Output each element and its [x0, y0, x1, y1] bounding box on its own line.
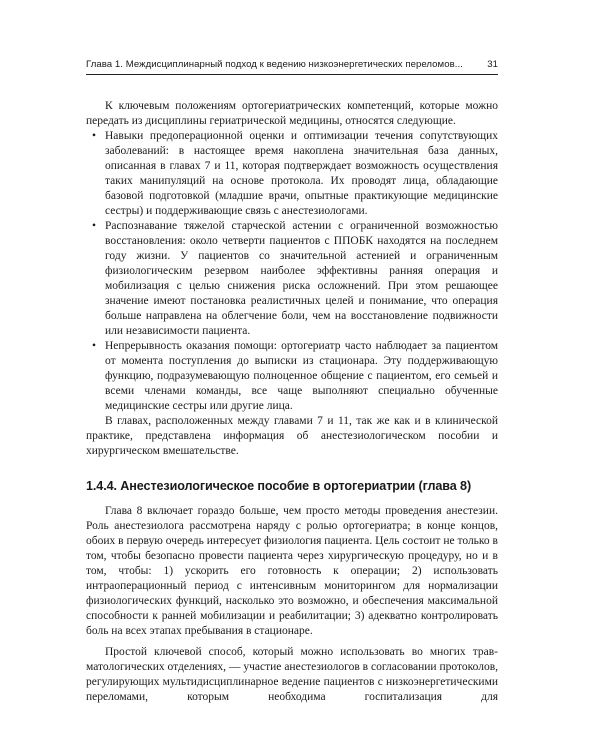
list-item-text: Непрерывность оказания помощи: ортогериатр часто наблюдает за пациентом от момента поступления до выписки из стационара. Эту поддерживающую функцию, подразумевающую полноценное общение с пациентом, его семьей и всеми членами команды, все чаще выполняют специально обученные медицинские сестры или другие лица.: [105, 340, 498, 412]
competency-list: [86, 129, 498, 414]
running-head: [86, 58, 498, 75]
book-page: [86, 58, 498, 705]
bullet-marker: •: [92, 340, 97, 352]
page-number: 31: [487, 59, 498, 70]
main-text: [86, 99, 498, 705]
list-item-text: Распознавание тяжелой старческой астении с ограниченной возможностью восстановления: около четверти пациентов с ППОБК находятся на последнем году жизни. У пациентов со значительной астенией и ограниченным физиологическим резервом наиболее эффективны ранняя операция и мобилизация с целью снижения риска осложнений. При этом решающее значение имеют постановка реалистичных целей и понимание, что операция больше направлена на облегчение боли, чем на восстановление подвижности или независимости пациента.: [105, 220, 498, 337]
section-paragraph-2: Простой ключевой способ, который можно использовать во многих травматологических отделениях, — участие анестезиологов в согласовании протоколов, регулирующих мультидисциплинарное ведение пациентов с низкоэнергетическими переломами, которым необходима госпитализация для: [86, 646, 498, 703]
list-item: [86, 129, 498, 219]
closing-paragraph: В главах, расположенных между главами 7 и 11, так же как и в клинической практике, представлена информация об анестезиологическом пособии и хирургическом вмешательстве.: [86, 415, 498, 457]
list-item-text: Навыки предоперационной оценки и оптимизации течения сопутствующих заболеваний: в настоящее время накоплена значительная база данных, описанная в главах 7 и 11, которая подтверждает возможность осуществления таких манипуляций на основе протокола. Их проводят лица, обладающие базовой подготовкой (младшие врачи, опытные практикующие медицинские сестры) и поддерживающие связь с анестезиологами.: [105, 130, 498, 217]
section-paragraph-1: Глава 8 включает гораздо больше, чем просто методы проведения анестезии. Роль анестезиолога рассмотрена наряду с ролью ортогериатра; в конце концов, обоих в первую очередь интересует физиология пациента. Цель состоит не только в том, чтобы безопасно провести пациента через хирургическую процедуру, но и в том, чтобы: 1) ускорить его готовность к операции; 2) использовать интраоперационный период с интенсивным мониторингом для нормализации физиологических функций, насколько это возможно, и обеспечения максимальной способности к ранней мобилизации и реабилитации; 3) адекватно контролировать боль на всех этапах пребывания в стационаре.: [86, 505, 498, 637]
bullet-marker: •: [92, 130, 97, 142]
running-head-title: Глава 1. Междисциплинарный подход к ведению низкоэнергетических переломов...: [86, 59, 463, 70]
intro-paragraph: К ключевым положениям ортогериатрических компетенций, которые можно передать из дисциплины гериатрической медицины, относятся следующие.: [86, 100, 498, 127]
section-heading: 1.4.4. Анестезиологическое пособие в ортогериатрии (глава 8): [86, 479, 472, 493]
list-item: [86, 339, 498, 414]
bullet-marker: •: [92, 220, 97, 232]
list-item: [86, 219, 498, 339]
